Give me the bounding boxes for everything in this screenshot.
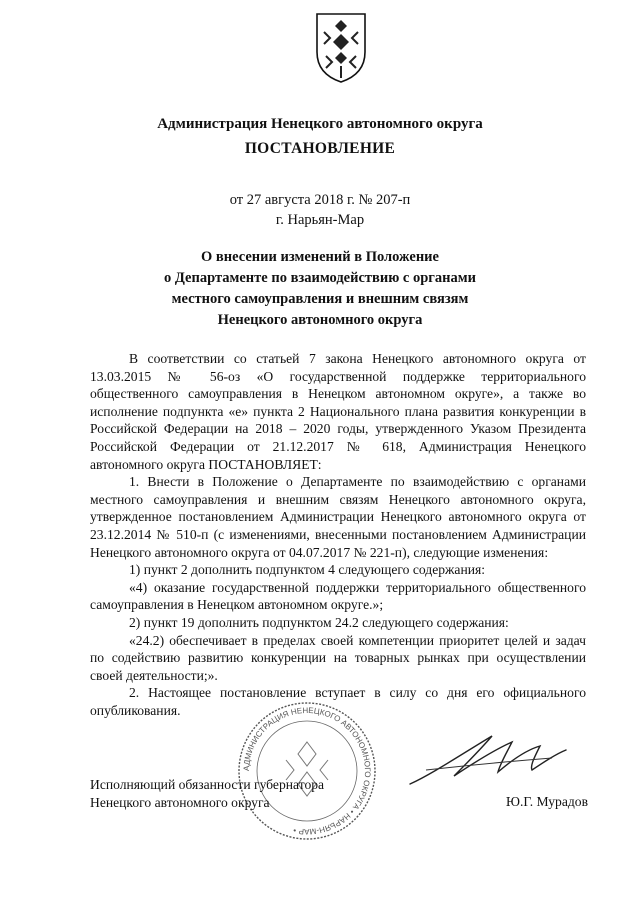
subject-line: О внесении изменений в Положение [201, 249, 439, 265]
signatory-position [90, 776, 324, 812]
body-paragraph: В соответствии со статьей 7 закона Ненецкого автономного округа от 13.03.2015 № 56-оз «О государственной поддержке территориального общественного самоуправления в Ненецком автономном округе», а также во исполнение подпункта «е» пункта 2 Национального плана развития конкуренции в Российской Федерации на 2018 – 2020 годы, утвержденного Указом Президента Российской Федерации от 21.12.2017 № 618, Администрация Ненецкого автономного округа ПОСТАНОВЛЯЕТ: [90, 351, 586, 472]
body-paragraph: 1) пункт 2 дополнить подпунктом 4 следующего содержания: [129, 562, 486, 578]
body-paragraph: 2. Настоящее постановление вступает в силу со дня его официального опубликования. [90, 685, 586, 718]
body-paragraph: 1. Внести в Положение о Департаменте по взаимодействию с органами местного самоуправления и внешним связям Ненецкого автономного округа, утвержденное постановлением Администрации Ненецкого автономного округа от 23.12.2014 № 510-п (с изменениями, внесенными постановлением Администрации Ненецкого автономного округа от 04.07.2017 № 221-п), следующие изменения: [90, 474, 586, 560]
svg-text:АДМИНИСТРАЦИЯ НЕНЕЦКОГО АВТОНО [242, 706, 372, 836]
seal-text: АДМИНИСТРАЦИЯ НЕНЕЦКОГО АВТОНОМНОГО ОКРУГА • НАРЬЯН-МАР • [241, 705, 373, 837]
subject-line: Ненецкого автономного округа [217, 312, 423, 328]
body-paragraph: «4) оказание государственной поддержки территориального общественного самоуправления в Ненецком автономном округе.»; [90, 579, 586, 613]
organization-name: Администрация Ненецкого автономного округа [157, 116, 483, 132]
document-body [90, 350, 586, 719]
subject-line: о Департаменте по взаимодействию с органами [164, 270, 476, 286]
position-line: Исполняющий обязанности губернатора [90, 777, 325, 792]
signatory-name: Ю.Г. Мурадов [506, 794, 588, 809]
document-type: ПОСТАНОВЛЕНИЕ [244, 140, 396, 157]
official-seal-icon [236, 700, 378, 842]
handwritten-signature-icon [402, 724, 572, 790]
city-line: г. Нарьян-Мар [275, 212, 365, 228]
nenets-coat-of-arms-icon [314, 12, 368, 84]
subject-line: местного самоуправления и внешним связям [171, 291, 469, 307]
body-paragraph: «24.2) обеспечивает в пределах своей компетенции приоритет целей и задач по содействию развитию конкуренции на товарных рынках при осуществлении своей деятельности;». [90, 632, 586, 683]
date-number-line: от 27 августа 2018 г. № 207-п [229, 192, 411, 208]
position-line: Ненецкого автономного округа [90, 795, 270, 810]
document-subject [0, 247, 640, 331]
body-paragraph: 2) пункт 19 дополнить подпунктом 24.2 следующего содержания: [129, 614, 509, 630]
